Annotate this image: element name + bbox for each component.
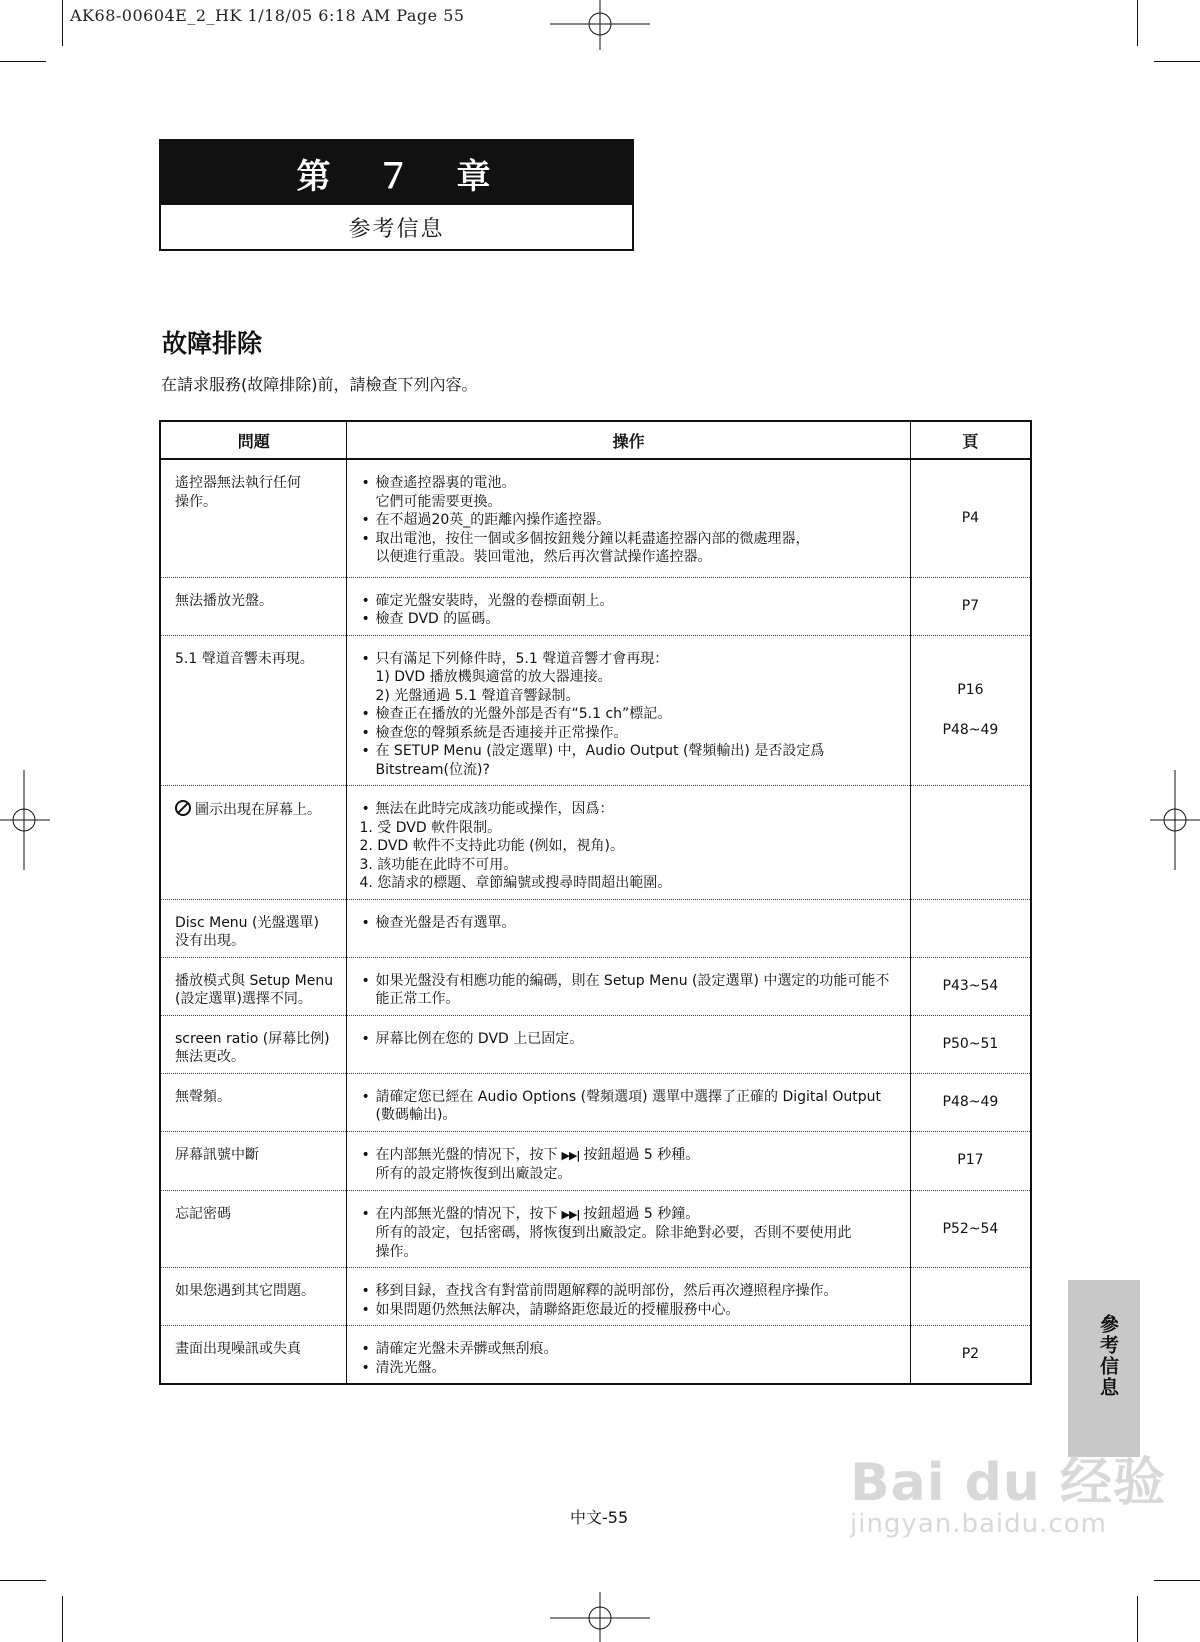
crop-mark bbox=[1137, 1596, 1138, 1642]
action-item: • 移到目録，查找含有對當前問題解釋的説明部份，然后再次遵照程序操作。 bbox=[359, 1282, 901, 1301]
header-action: 操作 bbox=[347, 421, 910, 459]
table-row bbox=[160, 899, 1031, 957]
problem-cell bbox=[160, 1326, 347, 1385]
problem-text: 遙控器無法執行任何 bbox=[175, 475, 301, 491]
page-cell bbox=[910, 459, 1031, 577]
table-row bbox=[160, 1073, 1031, 1131]
action-item: • 屏幕比例在您的 DVD 上已固定。 bbox=[359, 1030, 901, 1049]
table-row bbox=[160, 786, 1031, 900]
crop-mark bbox=[0, 1580, 46, 1581]
page-cell bbox=[910, 786, 1031, 900]
page-ref: P4 bbox=[961, 510, 980, 526]
problem-text: 5.1 聲道音響未再現。 bbox=[175, 650, 314, 667]
action-item: • 檢查光盤是否有選單。 bbox=[359, 914, 901, 933]
action-item: • 請確定光盤未弄髒或無刮痕。 bbox=[359, 1340, 901, 1359]
registration-mark-top bbox=[550, 0, 650, 50]
problem-text: 畫面出現噪訊或失真 bbox=[175, 1341, 301, 1357]
skip-forward-icon: ▶▶| bbox=[561, 1207, 580, 1221]
action-item: • 無法在此時完成該功能或操作，因爲： bbox=[359, 800, 901, 819]
page-cell bbox=[910, 1131, 1031, 1190]
table-row bbox=[160, 1326, 1031, 1385]
reason-item: 3. 該功能在此時不可用。 bbox=[359, 856, 518, 873]
header-page: 頁 bbox=[910, 421, 1031, 459]
problem-text: 無法更改。 bbox=[175, 1049, 245, 1065]
reason-item: 1. 受 DVD 軟件限制。 bbox=[359, 819, 502, 836]
action-item: • 請確定您已經在 Audio Options (聲頻選項) 選單中選擇了正確的 Digital Output (數碼輸出)。 bbox=[359, 1088, 901, 1125]
table-header-row bbox=[160, 421, 1031, 459]
watermark-url: jingyan.baidu.com bbox=[850, 1509, 1107, 1539]
action-cell bbox=[347, 1326, 910, 1385]
action-cell bbox=[347, 1190, 910, 1268]
problem-text: 操作。 bbox=[175, 493, 217, 510]
chapter-subtitle: 参考信息 bbox=[348, 216, 445, 242]
action-item: • 在内部無光盤的情况下，按下 ▶▶| 按鈕超過 5 秒種。 所有的設定將恢復到出廠設定。 bbox=[359, 1146, 901, 1184]
page-cell bbox=[910, 899, 1031, 957]
problem-text: 圖示出現在屏幕上。 bbox=[195, 802, 321, 818]
problem-text: 無聲頻。 bbox=[175, 1088, 231, 1105]
action-cell bbox=[347, 1131, 910, 1190]
problem-cell bbox=[160, 577, 347, 635]
crop-mark bbox=[62, 1596, 63, 1642]
page-ref: P50~51 bbox=[942, 1035, 999, 1052]
action-cell bbox=[347, 899, 910, 957]
problem-cell bbox=[160, 1015, 347, 1073]
skip-forward-icon: ▶▶| bbox=[561, 1148, 580, 1162]
reason-item: 2. DVD 軟件不支持此功能 (例如，視角)。 bbox=[359, 838, 625, 854]
page-cell bbox=[910, 1073, 1031, 1131]
reason-item: 4. 您請求的標題、章節編號或搜尋時間超出範圍。 bbox=[359, 875, 672, 891]
page-ref: P52~54 bbox=[942, 1220, 999, 1237]
table-row bbox=[160, 459, 1031, 577]
problem-text: 忘記密碼 bbox=[175, 1205, 231, 1222]
table-row bbox=[160, 1268, 1031, 1326]
crop-mark bbox=[62, 0, 63, 46]
table-row bbox=[160, 577, 1031, 635]
chapter-box bbox=[159, 139, 634, 251]
problem-text: Disc Menu (光盤選單) bbox=[175, 914, 319, 931]
page-ref: P48~49 bbox=[942, 722, 999, 739]
page-ref: P16 bbox=[957, 681, 984, 698]
action-item: • 檢查遙控器裏的電池。 它們可能需要更換。 bbox=[359, 474, 901, 511]
page-cell bbox=[910, 577, 1031, 635]
page-cell bbox=[910, 957, 1031, 1015]
problem-cell bbox=[160, 459, 347, 577]
action-item: • 在 SETUP Menu (設定選單) 中，Audio Output (聲頻輸出) 是否設定爲 Bitstream(位流)? bbox=[359, 742, 901, 779]
section-title: 故障排除 bbox=[162, 329, 263, 358]
problem-text: 無法播放光盤。 bbox=[175, 592, 273, 609]
page-ref: P43~54 bbox=[942, 977, 999, 994]
no-entry-icon bbox=[175, 800, 191, 816]
problem-cell bbox=[160, 1131, 347, 1190]
page-ref: P7 bbox=[961, 597, 980, 614]
table-row bbox=[160, 1190, 1031, 1268]
side-tab-label: 參考信息 bbox=[1097, 1314, 1119, 1398]
action-cell bbox=[347, 957, 910, 1015]
action-item: • 只有滿足下列條件時，5.1 聲道音響才會再現： 1) DVD 播放機與適當的放大器連接。 2) 光盤通過 5.1 聲道音響録制。 bbox=[359, 650, 901, 706]
watermark bbox=[850, 1440, 1166, 1539]
page-ref: P2 bbox=[961, 1346, 980, 1363]
crop-mark bbox=[1154, 61, 1200, 62]
action-cell bbox=[347, 1073, 910, 1131]
table-row bbox=[160, 635, 1031, 786]
action-cell bbox=[347, 635, 910, 786]
action-item: • 取出電池，按住一個或多個按鈕幾分鐘以耗盡遙控器內部的微處理器， 以便進行重設。裝回電池，然后再次嘗試操作遙控器。 bbox=[359, 530, 901, 567]
action-item: • 在不超過20英_的距離內操作遙控器。 bbox=[359, 511, 901, 530]
action-item: • 檢查 DVD 的區碼。 bbox=[359, 610, 901, 629]
registration-mark-bottom bbox=[550, 1592, 650, 1642]
problem-text: (設定選單)選擇不同。 bbox=[175, 991, 312, 1007]
registration-mark-left bbox=[0, 770, 50, 870]
table-row bbox=[160, 1131, 1031, 1190]
problem-text: 如果您遇到其它問題。 bbox=[175, 1283, 315, 1299]
page-cell bbox=[910, 1015, 1031, 1073]
action-cell bbox=[347, 1268, 910, 1326]
page-ref: P48~49 bbox=[942, 1093, 999, 1110]
action-cell bbox=[347, 1015, 910, 1073]
action-item: • 檢查您的聲頻系統是否連接并正常操作。 bbox=[359, 724, 901, 743]
chapter-title: 第 ７ 章 bbox=[161, 141, 632, 205]
problem-cell bbox=[160, 1073, 347, 1131]
action-cell bbox=[347, 786, 910, 900]
intro-text: 在請求服務(故障排除)前，請檢查下列內容。 bbox=[161, 375, 478, 394]
problem-text: screen ratio (屏幕比例) bbox=[175, 1030, 330, 1047]
registration-mark-right bbox=[1150, 770, 1200, 870]
action-item: • 在内部無光盤的情况下，按下 ▶▶| 按鈕超過 5 秒鐘。 所有的設定，包括密碼，將恢復到出廠設定。除非絶對必要，否則不要使用此 操作。 bbox=[359, 1205, 901, 1262]
troubleshooting-table bbox=[159, 420, 1032, 1385]
problem-cell bbox=[160, 786, 347, 900]
print-header: AK68-00604E_2_HK 1/18/05 6:18 AM Page 55 bbox=[70, 6, 465, 25]
action-item: • 如果光盤没有相應功能的編碼，則在 Setup Menu (設定選單) 中選定的功能可能不 能正常工作。 bbox=[359, 972, 901, 1009]
action-cell bbox=[347, 459, 910, 577]
table-row bbox=[160, 957, 1031, 1015]
side-tab bbox=[1068, 1280, 1140, 1457]
table-row bbox=[160, 1015, 1031, 1073]
watermark-logo: Bai du 经验 bbox=[850, 1453, 1166, 1513]
problem-cell bbox=[160, 957, 347, 1015]
action-cell bbox=[347, 577, 910, 635]
problem-text: 播放模式與 Setup Menu bbox=[175, 972, 334, 989]
action-item: • 清洗光盤。 bbox=[359, 1359, 901, 1378]
page-cell bbox=[910, 1190, 1031, 1268]
header-problem: 問題 bbox=[160, 421, 347, 459]
page-cell bbox=[910, 1268, 1031, 1326]
crop-mark bbox=[1137, 0, 1138, 46]
action-item: • 如果問題仍然無法解决，請聯絡距您最近的授權服務中心。 bbox=[359, 1301, 901, 1320]
action-item: • 檢查正在播放的光盤外部是否有“5.1 ch”標記。 bbox=[359, 705, 901, 724]
problem-cell bbox=[160, 899, 347, 957]
page-ref: P17 bbox=[957, 1152, 984, 1169]
crop-mark bbox=[0, 61, 46, 62]
page-number: 中文-55 bbox=[570, 1508, 629, 1527]
page-cell bbox=[910, 1326, 1031, 1385]
problem-cell bbox=[160, 1268, 347, 1326]
page-cell bbox=[910, 635, 1031, 786]
action-item: • 確定光盤安裝時，光盤的卷標面朝上。 bbox=[359, 592, 901, 611]
problem-cell bbox=[160, 635, 347, 786]
crop-mark bbox=[1154, 1580, 1200, 1581]
problem-text: 屏幕訊號中斷 bbox=[175, 1146, 259, 1163]
problem-cell bbox=[160, 1190, 347, 1268]
problem-text: 没有出現。 bbox=[175, 933, 245, 949]
